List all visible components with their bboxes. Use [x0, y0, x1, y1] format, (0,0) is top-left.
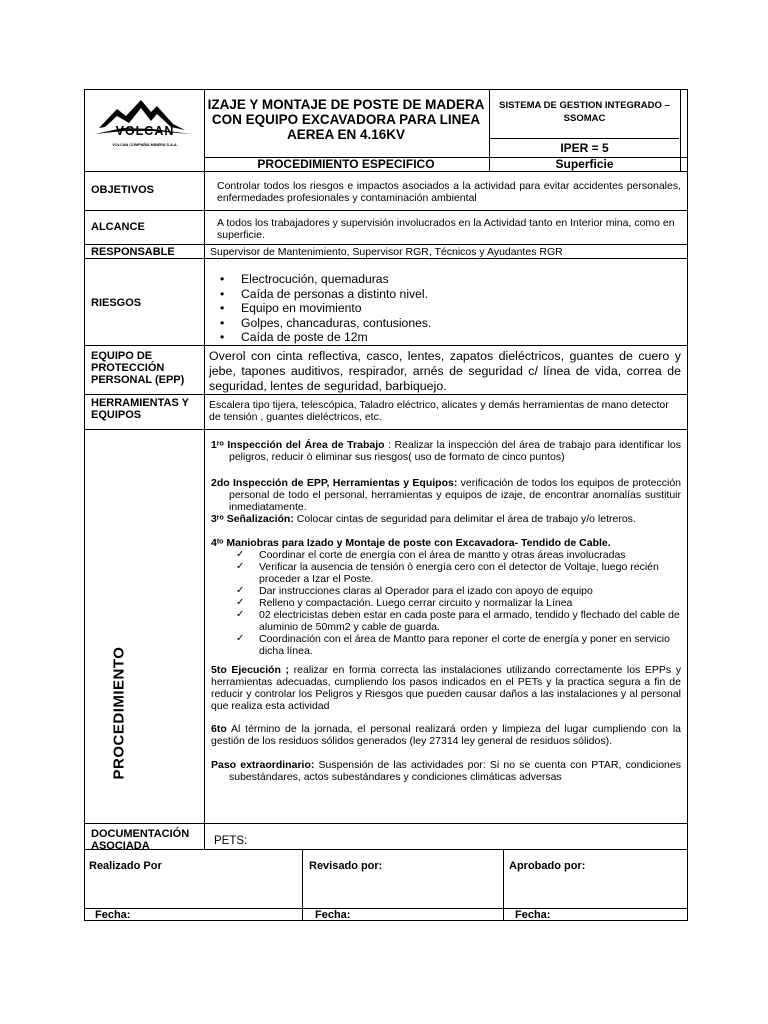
list-item: ✓ Coordinación con el área de Mantto para reponer el corte de energía y poner en servicio dicha línea.	[211, 633, 681, 657]
step-3-text: Colocar cintas de seguridad para delimitar el área de trabajo y/o letreros.	[293, 513, 636, 525]
logo-text: VOLCAN	[115, 124, 175, 138]
revisado-label: Revisado por:	[309, 860, 383, 872]
footer-date-line	[85, 908, 687, 909]
riesgos-label: RIESGOS	[91, 297, 142, 309]
step-4	[211, 537, 681, 549]
footer-divider-1	[302, 849, 303, 921]
fecha-revisado: Fecha:	[315, 909, 351, 921]
step-2	[211, 477, 681, 513]
step-5	[211, 664, 681, 712]
epp-label-line: PROTECCIÓN	[91, 362, 165, 375]
documentacion-text: PETS:	[214, 835, 248, 847]
row-line-4	[85, 345, 687, 346]
document-title: IZAJE Y MONTAJE DE POSTE DE MADERA CON EQUIPO EXCAVADORA PARA LINEA AEREA EN 4.16KV	[207, 97, 485, 143]
list-item: ✓ Relleno y compactación. Luego cerrar circuito y normalizar la Línea	[211, 597, 681, 609]
epp-label	[91, 350, 184, 387]
list-item: ✓ Dar instrucciones claras al Operador para el izado con apoyo de equipo	[211, 585, 681, 597]
epp-label-line: EQUIPO DE	[91, 350, 153, 362]
list-item: ✓ Verificar la ausencia de tensión ò energía cero con el detector de Voltaje, luego recién proceder a Izar el Poste.	[211, 561, 681, 585]
header-hline-iper	[489, 138, 679, 139]
list-item: ✓ Coordinar el corte de energía con el área de mantto y otras áreas involucradas	[211, 549, 681, 561]
herramientas-label-line: HERRAMIENTAS Y	[91, 397, 189, 409]
label-column-divider	[204, 171, 205, 849]
step-4-title: Maniobras para Izado y Montaje de poste con Excavadora- Tendido de Cable.	[226, 537, 611, 549]
herramientas-label-line: EQUIPOS	[91, 409, 142, 421]
epp-label-line: PERSONAL (EPP)	[91, 374, 185, 387]
step-3-title: Señalización:	[226, 513, 294, 525]
responsable-label: RESPONSABLE	[91, 246, 175, 258]
step-5-text: realizar en forma correcta las instalaciones utilizando correctamente los EPPs y herramientas adecuadas, cumpliendo los pasos indicados en el PETs y la practica segura a fin de reducir y controlar los Peligros y Riesgos que pueden causar daños a las instalaciones y al personal que realiza esta actividad	[211, 664, 682, 712]
herramientas-text: Escalera tipo tijera, telescópica, Taladro eléctrico, alicates y demás herramientas de mano detector de tensión , guantes dieléctricos, etc.	[209, 399, 669, 424]
procedure-steps	[211, 439, 681, 783]
documentacion-label-line: ASOCIADA	[91, 840, 150, 852]
step-3-number: 3ʳᵒ	[211, 513, 224, 525]
step-1	[211, 439, 681, 463]
row-line-7	[85, 823, 687, 824]
row-line-1	[85, 210, 687, 211]
company-logo	[93, 94, 197, 160]
step-6	[211, 723, 681, 747]
documentacion-label-line: DOCUMENTACIÓN	[91, 828, 190, 840]
step-5-title: 5to Ejecución ;	[211, 664, 290, 676]
herramientas-label	[91, 397, 189, 421]
step-extra	[211, 759, 681, 783]
step-3	[211, 513, 681, 525]
list-item: • Golpes, chancaduras, contusiones.	[211, 316, 671, 331]
realizado-label: Realizado Por	[89, 860, 162, 872]
alcance-label: ALCANCE	[91, 221, 145, 233]
row-line-5	[85, 394, 687, 395]
step-6-title: 6to	[211, 723, 227, 735]
step-1-number: 1ʳᵒ	[211, 439, 224, 451]
header-divider-3	[680, 90, 681, 171]
responsable-text: Supervisor de Mantenimiento, Supervisor RGR, Técnicos y Ayudantes RGR	[210, 246, 563, 258]
logo-subtext: VOLCAN COMPAÑIA MINERA S.A.A.	[112, 143, 178, 147]
riesgos-list	[211, 272, 671, 345]
header-divider-2	[489, 90, 490, 171]
step-6-text: Al término de la jornada, el personal realizará orden y limpieza del lugar cumpliendo con la gestión de los residuos sólidos generados (ley 27314 ley general de residuos sólidos).	[211, 723, 681, 747]
step-4-number: 4ᵗᵒ	[211, 537, 224, 549]
epp-text: Overol con cinta reflectiva, casco, lentes, zapatos dieléctricos, guantes de cuero y jebe, tapones auditivos, respirador, arnés de seguridad c/ línea de vida, correa de seguridad, lentes de seguridad, barbiquejo.	[209, 349, 681, 393]
list-item: • Caída de personas a distinto nivel.	[211, 287, 671, 302]
procedure-type: PROCEDIMIENTO ESPECIFICO	[257, 157, 435, 171]
step-2-title: 2do Inspección de EPP, Herramientas y Equipos:	[211, 477, 458, 489]
procedimiento-label: PROCEDIMIENTO	[110, 646, 128, 780]
row-line-2	[85, 244, 687, 245]
header-divider-1	[204, 90, 205, 171]
step-1-text: : Realizar la inspección del área de trabajo para identificar los peligros, reducir ò eliminar sus riesgos( uso de formato de cinco puntos)	[229, 439, 681, 463]
list-item: • Electrocución, quemaduras	[211, 272, 671, 287]
step-extra-title: Paso extraordinario:	[211, 759, 315, 771]
step-extra-text: Suspensión de las actividades por: Si no se cuenta con PTAR, condiciones subestándares, actos subestándares y condiciones climáticas adversas	[229, 759, 681, 783]
fecha-realizado: Fecha:	[95, 909, 131, 921]
alcance-text: A todos los trabajadores y supervisión involucrados en la Actividad tanto en Interior mina, como en superficie.	[217, 217, 675, 242]
list-item: ✓ 02 electricistas deben estar en cada poste para el armado, tendido y flechado del cable de aluminio de 50mm2 y cable de guarda.	[211, 609, 681, 633]
objetivos-text: Controlar todos los riesgos e impactos asociados a la actividad para evitar accidentes personales, enfermedades profesionales y contaminación ambiental	[217, 180, 681, 205]
management-system: SISTEMA DE GESTION INTEGRADO – SSOMAC	[499, 100, 670, 124]
list-item: • Caída de poste de 12m	[211, 330, 671, 345]
work-area: Superficie	[555, 157, 614, 171]
step-1-title: Inspección del Área de Trabajo	[227, 439, 385, 451]
list-item: • Equipo en movimiento	[211, 301, 671, 316]
aprobado-label: Aprobado por:	[509, 860, 586, 872]
procedure-document	[84, 89, 688, 921]
iper-value: IPER = 5	[560, 141, 609, 155]
step-4-checklist	[211, 549, 681, 657]
fecha-aprobado: Fecha:	[515, 909, 551, 921]
footer-divider-2	[503, 849, 504, 921]
row-line-6	[85, 429, 687, 430]
step-2-text: verificación de todos los equipos de protección personal de todo el personal, herramientas y equipos de izaje, de encontrar anomalías sustituir inmediatamente.	[229, 477, 681, 513]
documentacion-label	[91, 828, 189, 852]
objetivos-label: OBJETIVOS	[91, 184, 154, 196]
header-bottom-line	[85, 171, 687, 172]
